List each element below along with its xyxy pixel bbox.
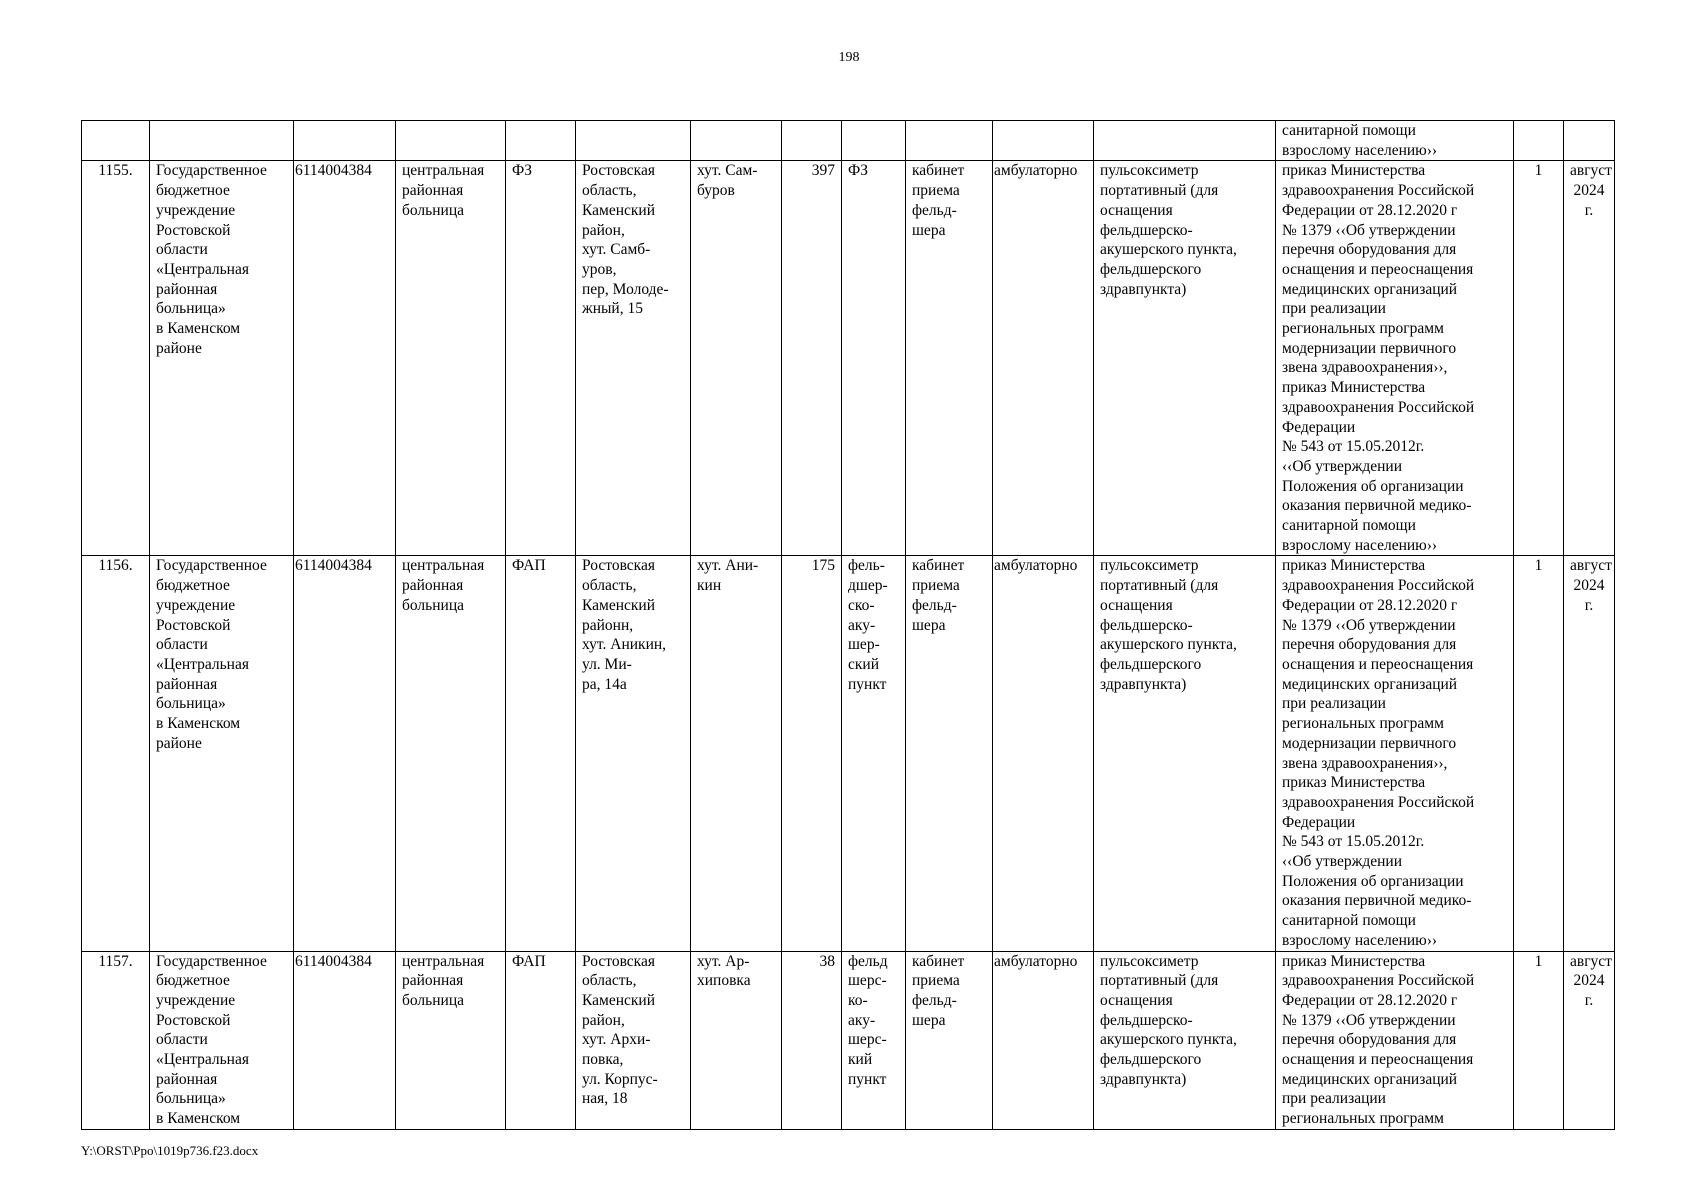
- cell-empty: [576, 121, 691, 161]
- cell-population: 38: [782, 951, 842, 1129]
- cell-date: август 2024 г.: [1564, 951, 1615, 1129]
- equipment-table: [81, 120, 1615, 1130]
- cell-empty: [82, 121, 150, 161]
- cell-basis: санитарной помощи взрослому населению››: [1276, 121, 1514, 161]
- cell-equipment: пульсоксиметр портативный (для оснащения фельдшерско- акушерского пункта, фельдшерского здравпункта): [1094, 556, 1276, 951]
- cell-unit-code: ФАП: [506, 556, 576, 951]
- cell-empty: [506, 121, 576, 161]
- cell-inn: 6114004384: [294, 161, 396, 556]
- cell-org-type: центральная районная больница: [396, 556, 506, 951]
- cell-empty: [842, 121, 906, 161]
- cell-room: кабинет приема фельд- шера: [906, 951, 993, 1129]
- cell-date: август 2024 г.: [1564, 161, 1615, 556]
- cell-conditions: амбулаторно: [993, 556, 1094, 951]
- cell-conditions: амбулаторно: [993, 161, 1094, 556]
- cell-locality: хут. Ар- хиповка: [691, 951, 782, 1129]
- cell-empty: [691, 121, 782, 161]
- cell-population: 397: [782, 161, 842, 556]
- footer-file-path: Y:\ORST\Ppo\1019p736.f23.docx: [81, 1143, 259, 1158]
- cell-basis: приказ Министерства здравоохранения Российской Федерации от 28.12.2020 г № 1379 ‹‹Об утверждении перечня оборудования для оснащения и переоснащения медицинских организаций при реализации региональных программ модернизации первичного звена здравоохранения››, приказ Министерства здравоохранения Российской Федерации № 543 от 15.05.2012г. ‹‹Об утверждении Положения об организации оказания первичной медико- санитарной помощи взрослому населению››: [1276, 556, 1514, 951]
- cell-locality: хут. Сам- буров: [691, 161, 782, 556]
- cell-basis: приказ Министерства здравоохранения Российской Федерации от 28.12.2020 г № 1379 ‹‹Об утверждении перечня оборудования для оснащения и переоснащения медицинских организаций при реализации региональных программ: [1276, 951, 1514, 1129]
- cell-number: 1156.: [82, 556, 150, 951]
- cell-equipment: пульсоксиметр портативный (для оснащения фельдшерско- акушерского пункта, фельдшерского здравпункта): [1094, 951, 1276, 1129]
- table-row: [82, 951, 1615, 1129]
- cell-address: Ростовская область, Каменский район, хут. Самб- уров, пер, Молоде- жный, 15: [576, 161, 691, 556]
- cell-equipment: пульсоксиметр портативный (для оснащения фельдшерско- акушерского пункта, фельдшерского здравпункта): [1094, 161, 1276, 556]
- cell-number: 1155.: [82, 161, 150, 556]
- cell-date: август 2024 г.: [1564, 556, 1615, 951]
- cell-inn: 6114004384: [294, 951, 396, 1129]
- cell-locality: хут. Ани- кин: [691, 556, 782, 951]
- cell-empty: [150, 121, 294, 161]
- cell-organization: Государственное бюджетное учреждение Ростовской области «Центральная районная больница» в Каменском районе: [150, 161, 294, 556]
- cell-organization: Государственное бюджетное учреждение Ростовской области «Центральная районная больница» в Каменском: [150, 951, 294, 1129]
- cell-organization: Государственное бюджетное учреждение Ростовской области «Центральная районная больница» в Каменском районе: [150, 556, 294, 951]
- cell-unit-code: ФАП: [506, 951, 576, 1129]
- cell-unit-type: фель- дшер- ско- аку- шер- ский пункт: [842, 556, 906, 951]
- cell-unit-code: ФЗ: [506, 161, 576, 556]
- table-row-continuation: [82, 121, 1615, 161]
- cell-empty: [906, 121, 993, 161]
- cell-empty: [294, 121, 396, 161]
- table-row: [82, 161, 1615, 556]
- cell-org-type: центральная районная больница: [396, 161, 506, 556]
- cell-unit-type: ФЗ: [842, 161, 906, 556]
- cell-quantity: 1: [1514, 161, 1564, 556]
- cell-unit-type: фельд шерс- ко- аку- шерс- кий пункт: [842, 951, 906, 1129]
- cell-address: Ростовская область, Каменский районн, хут. Аникин, ул. Ми- ра, 14а: [576, 556, 691, 951]
- cell-quantity: 1: [1514, 556, 1564, 951]
- page-number: 198: [838, 50, 860, 65]
- cell-empty: [1564, 121, 1615, 161]
- cell-room: кабинет приема фельд- шера: [906, 556, 993, 951]
- cell-address: Ростовская область, Каменский район, хут. Архи- повка, ул. Корпус- ная, 18: [576, 951, 691, 1129]
- cell-number: 1157.: [82, 951, 150, 1129]
- cell-quantity: 1: [1514, 951, 1564, 1129]
- cell-empty: [993, 121, 1094, 161]
- table-row: [82, 556, 1615, 951]
- cell-empty: [1094, 121, 1276, 161]
- cell-conditions: амбулаторно: [993, 951, 1094, 1129]
- cell-empty: [1514, 121, 1564, 161]
- cell-inn: 6114004384: [294, 556, 396, 951]
- cell-population: 175: [782, 556, 842, 951]
- cell-empty: [782, 121, 842, 161]
- cell-room: кабинет приема фельд- шера: [906, 161, 993, 556]
- cell-empty: [396, 121, 506, 161]
- cell-basis: приказ Министерства здравоохранения Российской Федерации от 28.12.2020 г № 1379 ‹‹Об утверждении перечня оборудования для оснащения и переоснащения медицинских организаций при реализации региональных программ модернизации первичного звена здравоохранения››, приказ Министерства здравоохранения Российской Федерации № 543 от 15.05.2012г. ‹‹Об утверждении Положения об организации оказания первичной медико- санитарной помощи взрослому населению››: [1276, 161, 1514, 556]
- cell-org-type: центральная районная больница: [396, 951, 506, 1129]
